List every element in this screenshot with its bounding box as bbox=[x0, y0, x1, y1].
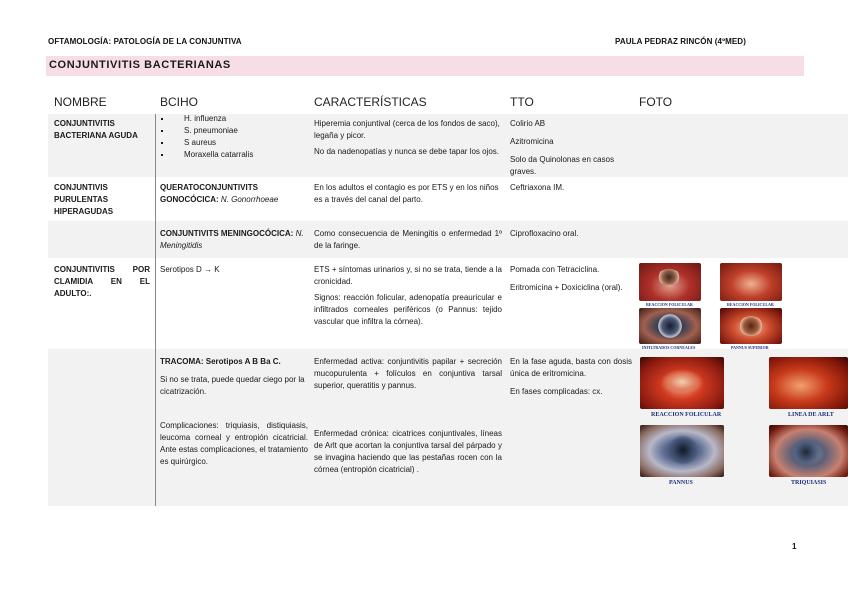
column-header-foto: FOTO bbox=[639, 95, 673, 109]
tto-text: Pomada con Tetraciclina. bbox=[510, 265, 600, 274]
features-gonococica: En los adultos el contagio es por ETS y en los niños es a través del canal del parto. bbox=[314, 183, 499, 204]
tto-text: En la fase aguda, basta con dosis única de eritromicina. bbox=[510, 357, 632, 378]
photo-caption: PANNUS SUPERIOR bbox=[731, 345, 769, 350]
photo-caption: REACCION FOLICULAR bbox=[727, 302, 774, 307]
photo-caption: INFILTRADOS CORNEALES bbox=[642, 345, 696, 350]
germ-item: ▪ S. pneumoniae bbox=[172, 125, 308, 137]
column-header-bciho: BCIHO bbox=[160, 95, 199, 109]
germs-aguda bbox=[160, 113, 308, 161]
photo-eye-triquiasis bbox=[769, 425, 848, 477]
tto-aguda bbox=[510, 118, 632, 182]
name-clamidia: CONJUNTIVITIS POR CLAMIDIA EN EL ADULTO:. bbox=[54, 265, 150, 298]
features-tracoma-chronic: Enfermedad crónica: cicatrices conjuntivales, líneas de Arlt que acortan la conjuntiva tarsal del párpado y se invagina haciendo que las pestañas rocen con la córnea (entropión cicatricial) . bbox=[314, 429, 502, 474]
germ-bold: QUERATOCONJUNTIVITS GONOCÓCICA: bbox=[160, 183, 258, 204]
photo-eye-follicular-2 bbox=[720, 263, 782, 301]
photo-eye-pannus-superior bbox=[720, 308, 782, 344]
tto-text: En fases complicadas: cx. bbox=[510, 387, 603, 396]
features-tracoma-active: Enfermedad activa: conjuntivitis papilar + secreción mucopurulenta + folículos en conjuntiva tarsal superior, queratitis y pannus. bbox=[314, 357, 502, 390]
germ-clamidia: Serotipos D → K bbox=[160, 265, 220, 274]
feature-text: Signos: reacción folicular, adenopatía preauricular e infiltrados corneales periféricos (o Pannus: tejido vascular que infiltra la córnea). bbox=[314, 293, 502, 326]
tto-gonococica: Ceftriaxona IM. bbox=[510, 183, 565, 192]
page-number: 1 bbox=[792, 542, 797, 551]
germ-item: ▪ S aureus bbox=[172, 137, 308, 149]
photo-eye-reaccion-folicular bbox=[640, 357, 724, 409]
section-title: CONJUNTIVITIS BACTERIANAS bbox=[49, 59, 231, 71]
tracoma-title: TRACOMA: Serotipos A B Ba C. bbox=[160, 357, 281, 366]
tracoma-note: Si no se trata, puede quedar ciego por la cicatrización. bbox=[160, 375, 305, 396]
feature-text: Hiperemia conjuntival (cerca de los fondos de saco), legaña y picor. bbox=[314, 119, 500, 140]
photo-caption: TRIQUIASIS bbox=[791, 480, 827, 486]
tto-clamidia bbox=[510, 264, 632, 298]
features-meningococica: Como consecuencia de Meningitis o enfermedad 1º de la faringe. bbox=[314, 229, 502, 250]
germ-italic: N. Meningitidis bbox=[160, 229, 304, 250]
photo-caption: LINEA DE ARLT bbox=[788, 412, 834, 418]
photo-eye-follicular bbox=[639, 263, 701, 301]
tto-text: Colirio AB bbox=[510, 119, 546, 128]
photo-caption: REACCION FOLICULAR bbox=[646, 302, 693, 307]
photo-caption: PANNUS bbox=[669, 480, 693, 486]
features-aguda bbox=[314, 118, 502, 162]
column-header-nombre: NOMBRE bbox=[54, 95, 107, 109]
tto-tracoma bbox=[510, 356, 632, 402]
header-right: PAULA PEDRAZ RINCÓN (4ºMED) bbox=[615, 37, 746, 46]
photo-caption: REACCION FOLICULAR bbox=[651, 412, 722, 418]
column-header-tto: TTO bbox=[510, 95, 534, 109]
tto-text: Eritromicina + Doxiciclina (oral). bbox=[510, 283, 623, 292]
name-hiperagudas: CONJUNTIVIS PURULENTAS HIPERAGUDAS bbox=[54, 183, 114, 216]
feature-text: No da nadenopatías y nunca se debe tapar los ojos. bbox=[314, 147, 500, 156]
feature-text: ETS + síntomas urinarios y, si no se trata, tiende a la cronicidad. bbox=[314, 265, 502, 286]
features-clamidia bbox=[314, 264, 502, 332]
tto-text: Solo da Quinolonas en casos graves. bbox=[510, 155, 615, 176]
germ-tracoma bbox=[160, 356, 308, 402]
germ-item: ▪ Moraxella catarralis bbox=[172, 149, 308, 161]
section-title-band bbox=[46, 56, 804, 76]
germ-bold: CONJUNTIVITS MENINGOCÓCICA: bbox=[160, 229, 294, 238]
header-left: OFTAMOLOGÍA: PATOLOGÍA DE LA CONJUNTIVA bbox=[48, 37, 242, 46]
tto-meningococica: Ciprofloxacino oral. bbox=[510, 229, 579, 238]
column-header-caracteristicas: CARACTERÍSTICAS bbox=[314, 95, 427, 109]
germ-meningococica bbox=[160, 228, 308, 252]
photo-eye-infiltrates bbox=[639, 308, 701, 344]
name-aguda: CONJUNTIVITIS BACTERIANA AGUDA bbox=[54, 119, 138, 140]
germ-italic: N. Gonorrhoeae bbox=[220, 195, 279, 204]
complications-tracoma: Complicaciones: triquiasis, distiquiasis, leucoma corneal y entropión cicatricial. Ante estas complicaciones, el tratamiento es quirúrgico. bbox=[160, 421, 308, 466]
germ-gonococica bbox=[160, 182, 308, 206]
germ-item: ▪ H. influenza bbox=[172, 113, 308, 125]
photo-eye-pannus bbox=[640, 425, 724, 477]
tto-text: Azitromicina bbox=[510, 137, 554, 146]
photo-eye-linea-arlt bbox=[769, 357, 848, 409]
column-divider bbox=[155, 114, 156, 506]
